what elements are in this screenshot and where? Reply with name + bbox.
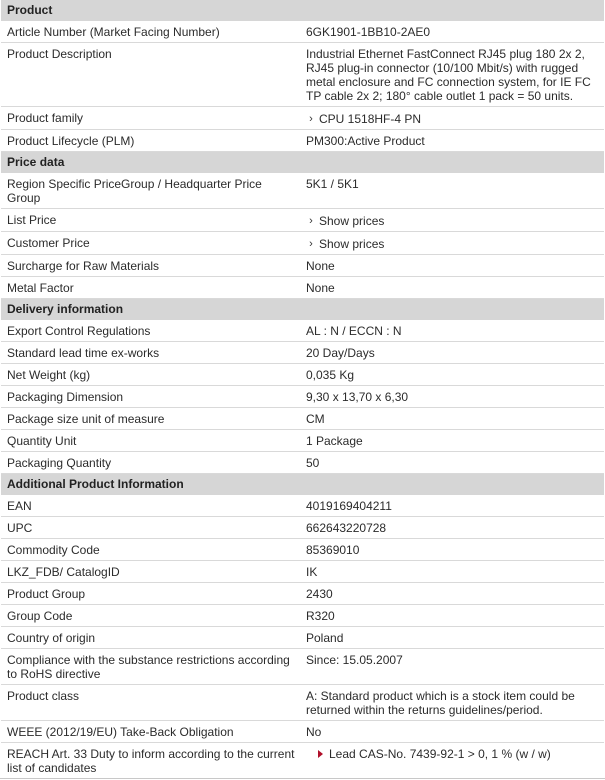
table-row bbox=[1, 107, 604, 130]
table-row bbox=[1, 364, 604, 386]
row-value: 4019169404211 bbox=[306, 499, 392, 513]
table-row bbox=[1, 232, 604, 255]
table-row bbox=[1, 605, 604, 627]
table-row bbox=[1, 627, 604, 649]
row-value: No bbox=[306, 725, 322, 739]
row-value: 20 Day/Days bbox=[306, 346, 375, 360]
section-header: Price data bbox=[1, 152, 604, 173]
row-label: Surcharge for Raw Materials bbox=[7, 259, 160, 273]
row-value: 6GK1901-1BB10-2AE0 bbox=[306, 25, 431, 39]
row-value: Since: 15.05.2007 bbox=[306, 653, 403, 667]
row-label: Product Lifecycle (PLM) bbox=[7, 134, 135, 148]
row-label: Product Group bbox=[7, 587, 86, 601]
table-row bbox=[1, 43, 604, 107]
table-row bbox=[1, 130, 604, 152]
row-value: 5K1 / 5K1 bbox=[306, 177, 359, 191]
table-row bbox=[1, 721, 604, 743]
row-value: 1 Package bbox=[306, 434, 363, 448]
row-label: LKZ_FDB/ CatalogID bbox=[7, 565, 120, 579]
row-value: Industrial Ethernet FastConnect RJ45 plug 180 2x 2, RJ45 plug-in connector (10/100 Mbit/s) with rugged metal enclosure and FC connection system, for IE FC TP cable 2x 2; 180° cable outlet 1 pack = 50 units. bbox=[306, 47, 591, 103]
row-label: REACH Art. 33 Duty to inform according to the current list of candidates bbox=[7, 747, 295, 775]
row-label: Package size unit of measure bbox=[7, 412, 165, 426]
chevron-right-icon: › bbox=[309, 113, 313, 125]
row-value: CM bbox=[306, 412, 325, 426]
row-value bbox=[301, 209, 604, 231]
red-triangle-icon bbox=[318, 750, 323, 758]
row-value bbox=[301, 743, 604, 778]
row-value bbox=[301, 232, 604, 254]
row-value: 662643220728 bbox=[306, 521, 387, 535]
row-label: Export Control Regulations bbox=[7, 324, 151, 338]
row-value: None bbox=[306, 259, 335, 273]
row-label: Commodity Code bbox=[7, 543, 100, 557]
row-value: 9,30 x 13,70 x 6,30 bbox=[306, 390, 409, 404]
section-header: Delivery information bbox=[1, 299, 604, 320]
table-row bbox=[1, 386, 604, 408]
row-value: IK bbox=[306, 565, 318, 579]
reach-info-link[interactable] bbox=[306, 747, 551, 761]
table-row bbox=[1, 209, 604, 232]
value-link[interactable] bbox=[306, 237, 384, 251]
row-label: Net Weight (kg) bbox=[7, 368, 91, 382]
table-row bbox=[1, 685, 604, 721]
table-row bbox=[1, 342, 604, 364]
row-label: Quantity Unit bbox=[7, 434, 77, 448]
row-value bbox=[301, 107, 604, 129]
section-header: Product bbox=[1, 0, 604, 21]
table-row bbox=[1, 539, 604, 561]
row-label: Packaging Quantity bbox=[7, 456, 112, 470]
table-row bbox=[1, 255, 604, 277]
row-label: Product class bbox=[7, 689, 80, 703]
table-row bbox=[1, 649, 604, 685]
table-row bbox=[1, 408, 604, 430]
row-label: Packaging Dimension bbox=[7, 390, 124, 404]
row-label: UPC bbox=[7, 521, 33, 535]
link-text: Show prices bbox=[319, 214, 385, 228]
row-value: PM300:Active Product bbox=[306, 134, 425, 148]
row-label: Compliance with the substance restrictions according to RoHS directive bbox=[7, 653, 290, 681]
row-label: WEEE (2012/19/EU) Take-Back Obligation bbox=[7, 725, 234, 739]
row-label: EAN bbox=[7, 499, 32, 513]
row-label: Article Number (Market Facing Number) bbox=[7, 25, 220, 39]
section-header: Additional Product Information bbox=[1, 474, 604, 495]
table-row bbox=[1, 743, 604, 778]
row-value: 50 bbox=[306, 456, 320, 470]
chevron-right-icon: › bbox=[309, 215, 313, 227]
row-label: Region Specific PriceGroup / Headquarter Price Group bbox=[7, 177, 262, 205]
table-row bbox=[1, 517, 604, 539]
link-text: Lead CAS-No. 7439-92-1 > 0, 1 % (w / w) bbox=[329, 747, 551, 761]
value-link[interactable] bbox=[306, 214, 384, 228]
row-label: Standard lead time ex-works bbox=[7, 346, 160, 360]
chevron-right-icon: › bbox=[309, 238, 313, 250]
table-row bbox=[1, 173, 604, 209]
row-value: Poland bbox=[306, 631, 344, 645]
link-text: CPU 1518HF-4 PN bbox=[319, 112, 422, 126]
row-label: Product family bbox=[7, 111, 84, 125]
row-value: A: Standard product which is a stock item could be returned within the returns guidelines/period. bbox=[306, 689, 575, 717]
row-label: Country of origin bbox=[7, 631, 96, 645]
value-link[interactable] bbox=[306, 112, 421, 126]
row-label: Customer Price bbox=[7, 236, 90, 250]
table-row bbox=[1, 430, 604, 452]
row-label: Product Description bbox=[7, 47, 112, 61]
row-value: 2430 bbox=[306, 587, 333, 601]
table-row bbox=[1, 21, 604, 43]
row-label: List Price bbox=[7, 213, 57, 227]
row-value: R320 bbox=[306, 609, 335, 623]
table-row bbox=[1, 277, 604, 299]
table-row bbox=[1, 561, 604, 583]
table-row bbox=[1, 320, 604, 342]
row-label: Group Code bbox=[7, 609, 73, 623]
table-row bbox=[1, 452, 604, 474]
row-label: Metal Factor bbox=[7, 281, 74, 295]
table-row bbox=[1, 495, 604, 517]
row-value: AL : N / ECCN : N bbox=[306, 324, 402, 338]
table-row bbox=[1, 583, 604, 605]
row-value: 85369010 bbox=[306, 543, 360, 557]
link-text: Show prices bbox=[319, 237, 385, 251]
row-value: None bbox=[306, 281, 335, 295]
row-value: 0,035 Kg bbox=[306, 368, 355, 382]
